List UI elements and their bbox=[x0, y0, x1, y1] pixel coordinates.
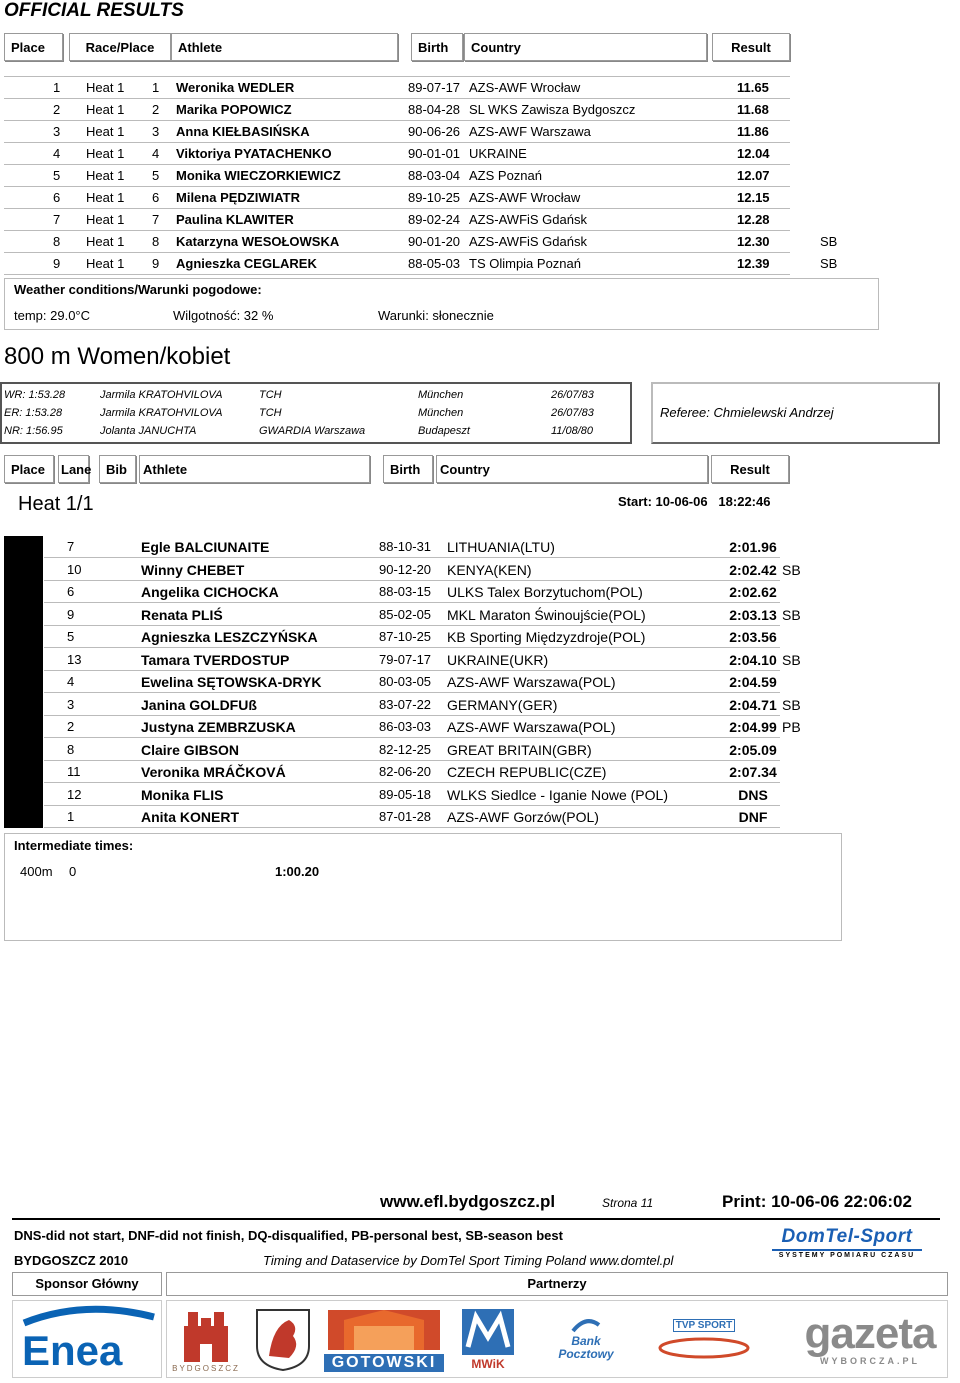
heat-title: Heat 1/1 bbox=[18, 493, 94, 515]
table-row bbox=[4, 186, 790, 209]
cell-country: LITHUANIA(LTU) bbox=[447, 539, 555, 555]
col-athlete: Athlete bbox=[139, 455, 370, 483]
cell-birth: 88-03-15 bbox=[379, 584, 432, 599]
result-row bbox=[4, 559, 801, 581]
page-title: OFFICIAL RESULTS bbox=[4, 0, 184, 21]
cell-birth: 80-03-05 bbox=[379, 674, 432, 689]
timing-credit: Timing and Dataservice by DomTel Sport Timing Poland www.domtel.pl bbox=[263, 1253, 674, 1268]
cell-place: 8 bbox=[53, 234, 61, 249]
cell-club: TS Olimpia Poznań bbox=[469, 256, 581, 271]
record-nat: GWARDIA Warszawa bbox=[259, 425, 366, 437]
weather-title: Weather conditions/Warunki pogodowe: bbox=[14, 282, 262, 297]
gazeta-text: gazeta bbox=[804, 1309, 936, 1358]
cell-hp: 6 bbox=[152, 190, 160, 205]
cell-athlete: Milena PĘDZIWIATR bbox=[176, 190, 300, 205]
cell-club: AZS-AWF Wrocław bbox=[469, 190, 581, 205]
record-athlete: Jarmila KRATOHVILOVA bbox=[100, 407, 223, 419]
tvp-swoosh-icon bbox=[656, 1332, 752, 1360]
cell-hp: 7 bbox=[152, 212, 160, 227]
record-place: Budapeszt bbox=[418, 425, 470, 437]
cell-heat: Heat 1 bbox=[86, 212, 125, 227]
record-nat: TCH bbox=[259, 407, 282, 419]
record-nat: TCH bbox=[259, 389, 282, 401]
referee-box bbox=[651, 382, 940, 444]
result-row bbox=[4, 536, 780, 558]
col-country: Country bbox=[464, 33, 707, 61]
bank-logo bbox=[550, 1303, 622, 1375]
cell-result: 2:03.56 bbox=[729, 629, 777, 645]
cell-result: 2:02.42 bbox=[729, 561, 777, 578]
table-row bbox=[4, 98, 790, 121]
cell-birth: 82-12-25 bbox=[379, 741, 432, 757]
cell-athlete: Egle BALCIUNAITE bbox=[141, 539, 270, 555]
weather-box bbox=[4, 278, 879, 330]
cell-bib: 4 bbox=[67, 674, 75, 689]
cell-result: 12.30 bbox=[737, 234, 770, 249]
cell-hp: 9 bbox=[152, 256, 160, 271]
cell-result: 11.68 bbox=[737, 102, 769, 117]
cell-athlete: Anna KIEŁBASIŃSKA bbox=[176, 124, 310, 139]
cell-athlete: Winny CHEBET bbox=[141, 561, 245, 578]
cell-club: AZS Poznań bbox=[469, 168, 542, 183]
cell-note: SB bbox=[820, 256, 838, 271]
cell-bib: 8 bbox=[67, 741, 75, 757]
intermediate-dist: 400m bbox=[20, 864, 53, 879]
cell-note: SB bbox=[782, 561, 801, 578]
table-row bbox=[4, 252, 838, 275]
intermediate-title: Intermediate times: bbox=[14, 838, 134, 853]
tvp-logo bbox=[654, 1303, 754, 1375]
cell-athlete: Anita KONERT bbox=[141, 809, 239, 825]
cell-birth: 89-07-17 bbox=[408, 80, 461, 95]
print-time: Print: 10-06-06 22:06:02 bbox=[722, 1192, 912, 1211]
result-row bbox=[4, 604, 801, 626]
col-birth: Birth bbox=[383, 455, 433, 483]
weather-temp: temp: 29.0°C bbox=[14, 308, 91, 323]
result-row bbox=[4, 739, 780, 761]
cell-bib: 7 bbox=[67, 539, 75, 554]
cell-athlete: Monika WIECZORKIEWICZ bbox=[176, 168, 341, 183]
cell-note: SB bbox=[782, 696, 801, 713]
mwik-text: MWiK bbox=[471, 1357, 505, 1371]
event-title: 800 m Women/kobiet bbox=[4, 343, 231, 370]
cell-bib: 2 bbox=[67, 719, 75, 734]
cell-country: AZS-AWF Warszawa(POL) bbox=[447, 719, 616, 735]
cell-birth: 82-06-20 bbox=[379, 764, 432, 779]
record-athlete: Jolanta JANUCHTA bbox=[100, 425, 197, 437]
col-place: Place bbox=[4, 455, 54, 483]
cell-heat: Heat 1 bbox=[86, 146, 125, 161]
cell-athlete: Renata PLIŚ bbox=[141, 606, 223, 623]
result-row bbox=[4, 716, 801, 738]
bydgoszcz-crest-icon bbox=[176, 1306, 236, 1364]
start-time: Start: 10-06-06 18:22:46 bbox=[618, 494, 771, 509]
cell-club: SL WKS Zawisza Bydgoszcz bbox=[469, 102, 636, 117]
col-bib: Bib bbox=[99, 455, 136, 483]
cell-country: ULKS Talex Borzytuchom(POL) bbox=[447, 584, 643, 600]
record-type: WR: 1:53.28 bbox=[4, 389, 66, 401]
col-lane: Lane bbox=[58, 455, 89, 483]
domtel-logo-sub: SYSTEMY POMIARU CZASU bbox=[772, 1249, 922, 1259]
gotowski-logo bbox=[322, 1303, 446, 1375]
col-country: Country bbox=[436, 455, 708, 483]
col-place: Place bbox=[4, 33, 63, 61]
table-row bbox=[4, 208, 790, 231]
bank-text: Bank Pocztowy bbox=[558, 1334, 614, 1361]
bydgoszcz-logo bbox=[168, 1303, 244, 1375]
cell-result: 2:04.71 bbox=[729, 696, 777, 713]
cell-birth: 89-02-24 bbox=[408, 212, 461, 227]
cell-result: DNS bbox=[738, 786, 768, 803]
record-date: 26/07/83 bbox=[551, 389, 594, 401]
cell-athlete: Monika FLIS bbox=[141, 786, 224, 803]
cell-result: 12.15 bbox=[737, 190, 770, 205]
cell-heat: Heat 1 bbox=[86, 190, 125, 205]
cell-birth: 87-10-25 bbox=[379, 629, 432, 644]
cell-heat: Heat 1 bbox=[86, 234, 125, 249]
cell-club: UKRAINE bbox=[469, 146, 527, 161]
record-type: ER: 1:53.28 bbox=[4, 407, 63, 419]
cell-heat: Heat 1 bbox=[86, 102, 125, 117]
cell-bib: 12 bbox=[67, 786, 82, 802]
cell-athlete: Ewelina SĘTOWSKA-DRYK bbox=[141, 674, 322, 690]
cell-birth: 88-03-04 bbox=[408, 168, 461, 183]
weather-humidity: Wilgotność: 32 % bbox=[173, 308, 274, 323]
referee: Referee: Chmielewski Andrzej bbox=[660, 405, 834, 420]
cell-athlete: Agnieszka CEGLAREK bbox=[176, 256, 317, 271]
cell-place: 3 bbox=[53, 124, 61, 139]
cell-bib: 9 bbox=[67, 606, 75, 622]
cell-place: 7 bbox=[53, 212, 61, 227]
table-row bbox=[4, 142, 790, 165]
table-row bbox=[4, 164, 790, 187]
cell-country: KENYA(KEN) bbox=[447, 561, 532, 578]
record-date: 11/08/80 bbox=[551, 425, 594, 437]
cell-birth: 88-10-31 bbox=[379, 539, 432, 554]
cell-result: 2:03.13 bbox=[729, 606, 777, 623]
weather-conditions: Warunki: słonecznie bbox=[378, 308, 494, 323]
domtel-logo-text: DomTel-Sport bbox=[781, 1226, 913, 1247]
partners-box bbox=[166, 1272, 948, 1296]
cell-place: 1 bbox=[53, 80, 61, 95]
tvp-text: TVP SPORT bbox=[673, 1319, 736, 1332]
record-athlete: Jarmila KRATOHVILOVA bbox=[100, 389, 223, 401]
cell-heat: Heat 1 bbox=[86, 124, 125, 139]
partners-label: Partnerzy bbox=[527, 1276, 587, 1291]
col-athlete: Athlete bbox=[171, 33, 398, 61]
cell-bib: 1 bbox=[67, 809, 75, 824]
intermediate-time: 1:00.20 bbox=[275, 864, 320, 879]
cell-athlete: Veronika MRÁČKOVÁ bbox=[141, 764, 286, 780]
cell-country: GERMANY(GER) bbox=[447, 696, 558, 713]
gotowski-building-icon bbox=[324, 1306, 444, 1354]
intermediate-bib: 0 bbox=[69, 864, 77, 879]
cell-bib: 5 bbox=[67, 629, 75, 644]
cell-birth: 83-07-22 bbox=[379, 696, 432, 712]
cell-result: 2:01.96 bbox=[729, 539, 777, 555]
cell-club: AZS-AWF Wrocław bbox=[469, 80, 581, 95]
cell-result: 11.65 bbox=[737, 80, 769, 95]
cell-country: AZS-AWF Warszawa(POL) bbox=[447, 674, 616, 690]
cell-club: AZS-AWFiS Gdańsk bbox=[469, 212, 587, 227]
cell-place: 9 bbox=[53, 256, 61, 271]
cell-birth: 86-03-03 bbox=[379, 719, 432, 734]
cell-birth: 88-05-03 bbox=[408, 256, 461, 271]
result-row bbox=[4, 649, 801, 671]
legend: DNS-did not start, DNF-did not finish, DQ-disqualified, PB-personal best, SB-season best bbox=[14, 1228, 563, 1243]
table-row bbox=[4, 76, 790, 99]
result-row bbox=[4, 806, 780, 828]
cell-result: 12.39 bbox=[737, 256, 770, 271]
cell-hp: 1 bbox=[152, 80, 160, 95]
cell-athlete: Claire GIBSON bbox=[141, 741, 240, 758]
cell-athlete: Janina GOLDFUß bbox=[141, 696, 257, 713]
cell-birth: 85-02-05 bbox=[379, 606, 432, 622]
cell-birth: 89-05-18 bbox=[379, 786, 432, 802]
intermediate-box bbox=[4, 833, 842, 941]
cell-birth: 90-12-20 bbox=[379, 561, 432, 577]
cell-result: 2:02.62 bbox=[729, 584, 777, 600]
result-row bbox=[4, 784, 780, 806]
cell-note: SB bbox=[782, 651, 801, 668]
sponsor-label: Sponsor Główny bbox=[35, 1276, 139, 1291]
enea-text: Enea bbox=[22, 1327, 123, 1373]
sponsor-box bbox=[12, 1272, 162, 1296]
cell-birth: 89-10-25 bbox=[408, 190, 461, 205]
gazeta-logo bbox=[800, 1303, 940, 1375]
gotowski-text: GOTOWSKI bbox=[324, 1354, 444, 1372]
cell-result: 2:04.99 bbox=[729, 719, 777, 735]
cell-note: SB bbox=[820, 234, 838, 249]
col-race-place: Race/Place bbox=[69, 33, 171, 61]
domtel-logo bbox=[772, 1226, 922, 1262]
cell-athlete: Paulina KLAWITER bbox=[176, 212, 294, 227]
cell-birth: 90-01-01 bbox=[408, 146, 461, 161]
cell-birth: 79-07-17 bbox=[379, 651, 432, 667]
cell-athlete: Katarzyna WESOŁOWSKA bbox=[176, 234, 340, 249]
result-row bbox=[4, 581, 780, 603]
cell-place: 4 bbox=[53, 146, 61, 161]
cell-heat: Heat 1 bbox=[86, 256, 125, 271]
region-logo bbox=[250, 1303, 316, 1375]
cell-athlete: Justyna ZEMBRZUSKA bbox=[141, 719, 296, 735]
row-divider bbox=[44, 827, 780, 828]
result-row bbox=[4, 671, 780, 693]
cell-place: 6 bbox=[53, 190, 61, 205]
result-row bbox=[4, 626, 780, 648]
cell-heat: Heat 1 bbox=[86, 168, 125, 183]
cell-bib: 11 bbox=[67, 764, 81, 779]
cell-country: UKRAINE(UKR) bbox=[447, 651, 549, 668]
record-place: München bbox=[418, 389, 464, 401]
col-result: Result bbox=[712, 33, 790, 61]
cell-hp: 4 bbox=[152, 146, 160, 161]
bydgoszcz-text: BYDGOSZCZ bbox=[172, 1363, 240, 1373]
cell-country: KB Sporting Międzyzdroje(POL) bbox=[447, 629, 646, 645]
cell-result: DNF bbox=[738, 809, 768, 825]
cell-country: AZS-AWF Gorzów(POL) bbox=[447, 809, 599, 825]
page-number: Strona 11 bbox=[602, 1196, 654, 1210]
cell-birth: 87-01-28 bbox=[379, 809, 432, 824]
cell-note: SB bbox=[782, 606, 801, 623]
cell-bib: 13 bbox=[67, 651, 82, 667]
cell-bib: 10 bbox=[67, 561, 82, 577]
cell-athlete: Marika POPOWICZ bbox=[176, 102, 292, 117]
cell-result: 2:05.09 bbox=[729, 741, 777, 758]
footer-url[interactable]: www.efl.bydgoszcz.pl bbox=[380, 1192, 556, 1211]
cell-country: MKL Maraton Świnoujście(POL) bbox=[447, 606, 646, 623]
event-name: BYDGOSZCZ 2010 bbox=[14, 1253, 129, 1268]
col-birth: Birth bbox=[411, 33, 463, 61]
cell-result: 12.07 bbox=[737, 168, 770, 183]
cell-result: 12.28 bbox=[737, 212, 770, 227]
cell-club: AZS-AWFiS Gdańsk bbox=[469, 234, 587, 249]
table-row bbox=[4, 120, 790, 143]
cell-result: 2:04.10 bbox=[729, 651, 777, 668]
result-row bbox=[4, 761, 780, 783]
cell-hp: 5 bbox=[152, 168, 160, 183]
result-row bbox=[4, 694, 801, 716]
cell-country: WLKS Siedlce - Iganie Nowe (POL) bbox=[447, 786, 668, 803]
cell-place: 2 bbox=[53, 102, 61, 117]
griffin-crest-icon bbox=[253, 1306, 313, 1372]
cell-athlete: Weronika WEDLER bbox=[176, 80, 295, 95]
cell-bib: 6 bbox=[67, 584, 75, 599]
cell-heat: Heat 1 bbox=[86, 80, 125, 95]
cell-result: 2:04.59 bbox=[729, 674, 777, 690]
cell-hp: 3 bbox=[152, 124, 160, 139]
table-row bbox=[4, 230, 838, 253]
cell-note: PB bbox=[782, 719, 801, 735]
footer-divider bbox=[12, 1218, 940, 1220]
cell-result: 11.86 bbox=[737, 124, 769, 139]
cell-hp: 8 bbox=[152, 234, 160, 249]
enea-swoosh-icon bbox=[14, 1305, 160, 1373]
enea-logo bbox=[14, 1303, 160, 1375]
cell-athlete: Agnieszka LESZCZYŃSKA bbox=[141, 629, 318, 645]
cell-result: 2:07.34 bbox=[729, 764, 777, 780]
record-date: 26/07/83 bbox=[551, 407, 594, 419]
bank-arrow-icon bbox=[571, 1317, 601, 1335]
record-type: NR: 1:56.95 bbox=[4, 425, 63, 437]
cell-athlete: Tamara TVERDOSTUP bbox=[141, 651, 290, 668]
place-column-bg bbox=[4, 536, 43, 828]
cell-place: 5 bbox=[53, 168, 61, 183]
mwik-emblem-icon bbox=[460, 1307, 516, 1357]
record-place: München bbox=[418, 407, 464, 419]
cell-result: 12.04 bbox=[737, 146, 770, 161]
cell-club: AZS-AWF Warszawa bbox=[469, 124, 591, 139]
cell-birth: 90-01-20 bbox=[408, 234, 461, 249]
cell-country: GREAT BRITAIN(GBR) bbox=[447, 741, 592, 758]
cell-bib: 3 bbox=[67, 696, 75, 712]
col-result: Result bbox=[711, 455, 789, 483]
cell-birth: 88-04-28 bbox=[408, 102, 461, 117]
cell-birth: 90-06-26 bbox=[408, 124, 461, 139]
cell-country: CZECH REPUBLIC(CZE) bbox=[447, 764, 607, 780]
gazeta-sub: WYBORCZA.PL bbox=[820, 1356, 920, 1366]
mwik-logo bbox=[456, 1303, 520, 1375]
cell-hp: 2 bbox=[152, 102, 160, 117]
cell-athlete: Viktoriya PYATACHENKO bbox=[176, 146, 332, 161]
cell-athlete: Angelika CICHOCKA bbox=[141, 584, 279, 600]
